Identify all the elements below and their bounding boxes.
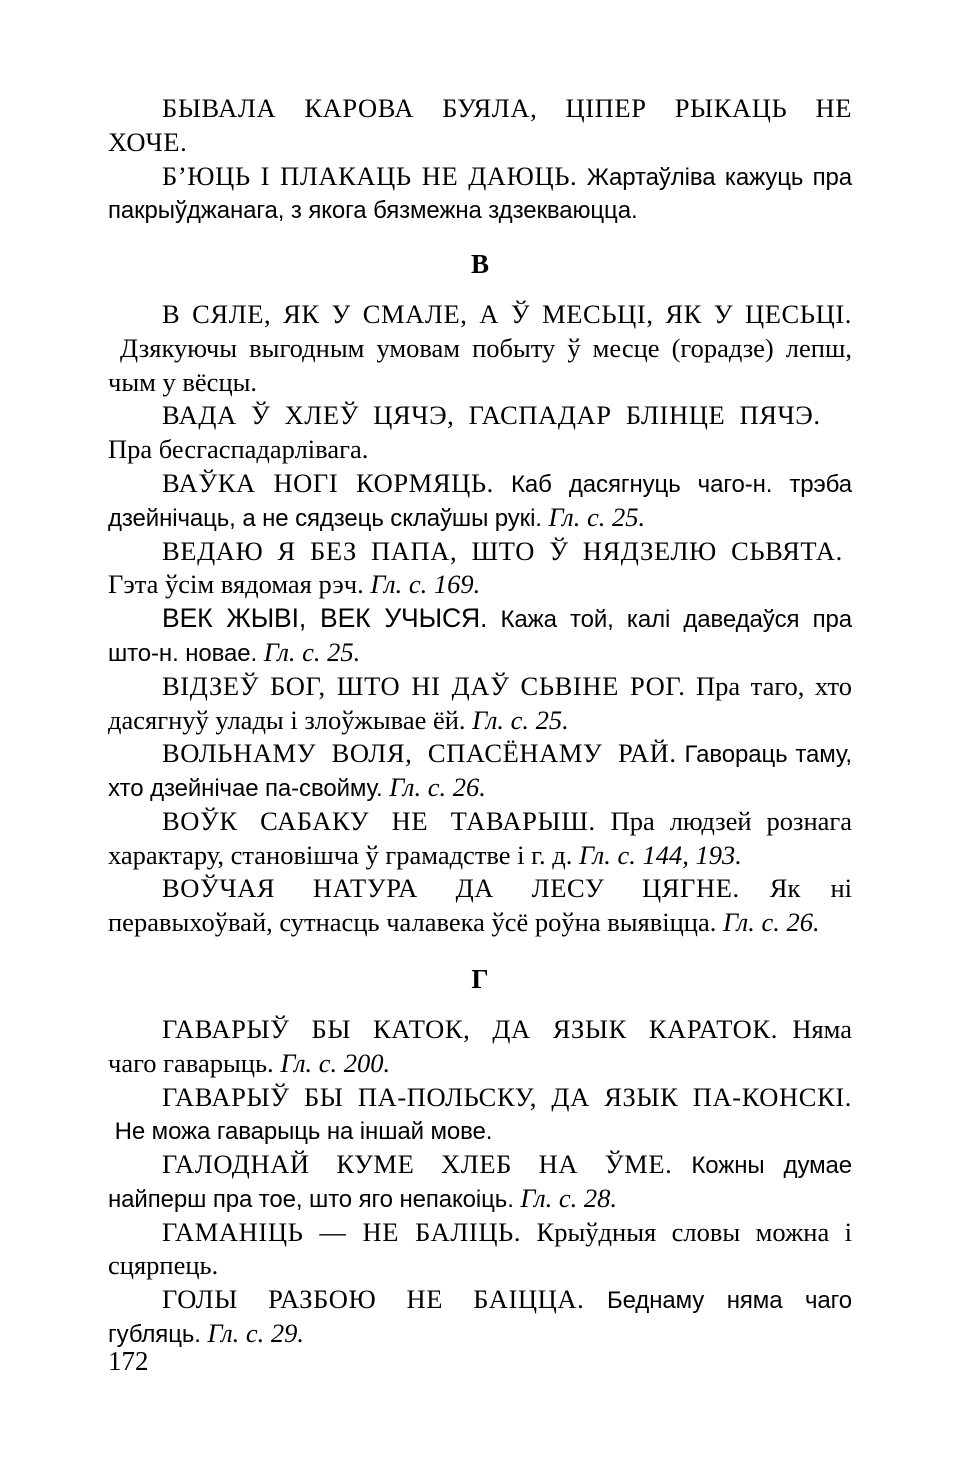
entry-headword: ВІДЗЕЎ БОГ, ШТО НІ ДАЎ СЬВІНЕ РОГ. <box>162 670 686 701</box>
dictionary-entry <box>108 1148 852 1216</box>
entry-reference: Гл. с. 25. <box>472 704 569 735</box>
dictionary-entry-gloss-line <box>108 433 852 467</box>
entry-headword: Б’ЮЦЬ І ПЛАКАЦЬ НЕ ДАЮЦЬ. <box>162 160 578 191</box>
entry-headword: ВЕК ЖЫВІ, ВЕК УЧЫСЯ. <box>162 603 488 634</box>
entry-reference: Гл. с. 28. <box>520 1182 618 1213</box>
dictionary-entry <box>108 160 852 228</box>
dictionary-entry <box>108 670 852 738</box>
entry-headword: В СЯЛЕ, ЯК У СМАЛЕ, А Ў МЕСЬЦІ, ЯК У ЦЕСЬЦІ. <box>162 299 852 330</box>
entry-headword: ВАДА Ў ХЛЕЎ ЦЯЧЭ, ГАСПАДАР БЛІНЦЕ ПЯЧЭ. <box>162 400 821 431</box>
entry-headword: ГАМАНІЦЬ — НЕ БАЛІЦЬ. <box>162 1216 522 1247</box>
dictionary-entry <box>108 1081 852 1149</box>
entry-headword: ВОЎК САБАКУ НЕ ТАВАРЫШ. <box>162 805 596 836</box>
entry-gloss: Беднаму няма чаго губляць. <box>108 1287 853 1348</box>
entry-reference: Гл. с. 25. <box>263 636 361 667</box>
entry-reference: Гл. с. 144, 193. <box>579 839 742 870</box>
dictionary-entry <box>108 1283 852 1351</box>
entry-gloss: Кажа той, калі даведаўся пра што-н. новае. <box>108 606 852 667</box>
entry-gloss: Пра бесгаспадарлівага. <box>108 434 369 465</box>
entry-reference: Гл. с. 29. <box>207 1318 305 1348</box>
dictionary-page-body <box>108 92 852 1351</box>
entry-gloss: Каб дасягнуць чаго-н. трэба дзейнічаць, а не сядзець склаўшы рукі. <box>108 471 853 532</box>
entry-headword: ВОЎЧАЯ НАТУРА ДА ЛЕСУ ЦЯГНЕ. <box>162 873 740 904</box>
dictionary-entry <box>108 92 852 160</box>
entry-reference: Гл. с. 200. <box>280 1047 391 1078</box>
dictionary-entry <box>108 535 852 569</box>
entry-gloss: Крыўдныя словы можна і сцярпець. <box>108 1216 853 1281</box>
dictionary-entry <box>108 467 852 535</box>
entry-gloss: Жартаўліва кажуць пра пакрыўджанага, з якога бязмежна здзекваюцца. <box>108 163 852 225</box>
entry-gloss: Пра таго, хто дасягнуў улады і злоўжывае ёй. <box>108 670 852 735</box>
entry-gloss: Кожны думае найперш пра тое, што яго непакоіць. <box>108 1152 852 1213</box>
entry-gloss: Пра людзей рознага характару, становішча ў грамадстве і г. д. <box>108 805 853 870</box>
entry-reference: Гл. с. 26. <box>389 772 486 803</box>
dictionary-entry <box>108 1216 852 1284</box>
dictionary-entry <box>108 737 852 805</box>
entry-reference: Гл. с. 169. <box>370 569 481 600</box>
dictionary-entry-gloss-line <box>108 568 852 602</box>
entry-reference: Гл. с. 25. <box>548 501 646 532</box>
dictionary-entry <box>108 872 852 940</box>
page-number: 172 <box>108 1346 149 1376</box>
section-letter-heading: В <box>470 249 489 280</box>
entry-headword: ВЕДАЮ Я БЕЗ ПАПА, ШТО Ў НЯДЗЕЛЮ СЬВЯТА. <box>162 535 843 566</box>
entry-gloss: Дзякуючы выгодным умовам побыту ў месце (горадзе) лепш, чым у вёсцы. <box>108 332 852 397</box>
entry-headword: ВАЎКА НОГІ КОРМЯЦЬ. <box>162 468 494 499</box>
dictionary-entry <box>108 1013 852 1081</box>
entry-headword: ГАЛОДНАЙ КУМЕ ХЛЕБ НА ЎМЕ. <box>162 1149 673 1180</box>
dictionary-entry <box>108 298 852 399</box>
entry-headword: ГОЛЫ РАЗБОЮ НЕ БАІЦЦА. <box>162 1284 585 1315</box>
entry-headword: ГАВАРЫЎ БЫ КАТОК, ДА ЯЗЫК КАРАТОК. <box>162 1013 778 1044</box>
entry-gloss: Як ні перавыхоўвай, сутнасць чалавека ўсё роўна выявіцца. <box>108 873 852 938</box>
dictionary-entry <box>108 805 852 873</box>
entry-gloss: Няма чаго гаварыць. <box>108 1013 852 1078</box>
entry-reference: Гл. с. 26. <box>722 907 820 938</box>
entry-gloss: Гавораць таму, хто дзейнічае па-свойму. <box>108 741 852 803</box>
dictionary-entry <box>108 602 852 670</box>
entry-headword: ВОЛЬНАМУ ВОЛЯ, СПАСЁНАМУ РАЙ. <box>162 738 677 769</box>
section-letter-heading: Г <box>471 963 489 994</box>
entry-headword: ГАВАРЫЎ БЫ ПА-ПОЛЬСКУ, ДА ЯЗЫК ПА-КОНСКІ. <box>162 1081 852 1112</box>
entry-gloss: Не можа гаварыць на іншай мове. <box>114 1118 493 1146</box>
entry-headword: БЫВАЛА КАРОВА БУЯЛА, ЦІПЕР РЫКАЦЬ НЕ ХОЧЕ. <box>108 93 852 157</box>
dictionary-entry <box>108 399 852 433</box>
entry-gloss: Гэта ўсім вядомая рэч. <box>108 569 364 600</box>
